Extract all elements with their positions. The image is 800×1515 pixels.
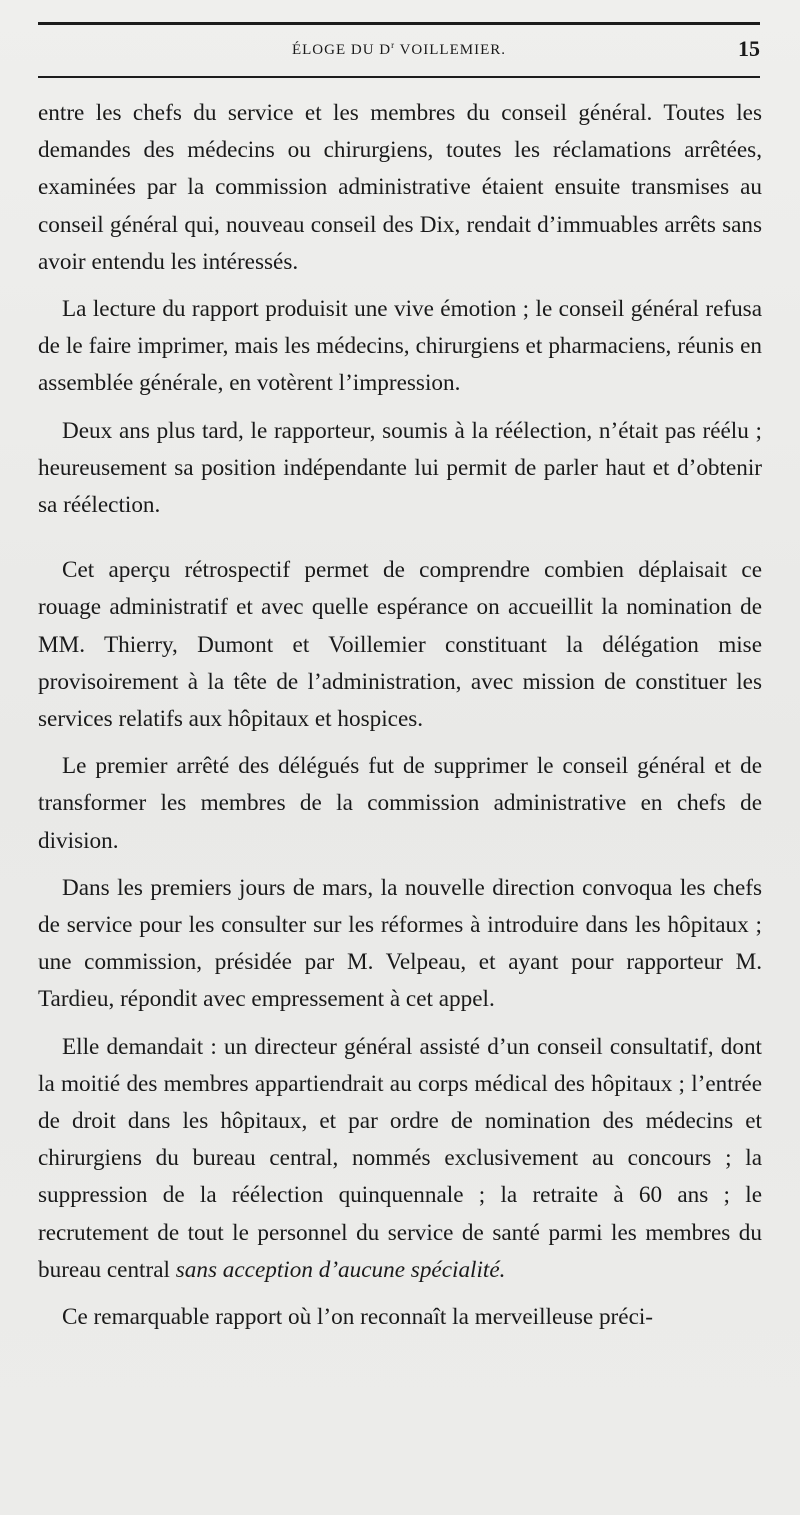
running-head-title-prefix: ÉLOGE DU D xyxy=(291,42,392,58)
paragraph-elle-demandait-italic: sans acception d’aucune spécialité. xyxy=(175,1256,506,1283)
running-head-title-superscript: r xyxy=(391,40,396,50)
paragraph-premier-arrete: Le premier arrêté des délégués fut de supprimer le conseil général et de transformer les membres de la commission administrative en chefs de division. xyxy=(38,753,762,854)
paragraph-continuation: entre les chefs du service et les membres du conseil général. Toutes les demandes des médecins ou chirurgiens, toutes les réclamations arrêtées, examinées par la commission administrative étaient ensuite transmises au conseil général qui, nouveau conseil des Dix, rendait d’immuables arrêts sans avoir entendu les intéressés. xyxy=(38,100,762,275)
running-head xyxy=(38,36,760,66)
running-head-title xyxy=(38,40,760,59)
paragraph-elle-demandait-text: Elle demandait : un directeur général assisté d’un conseil consultatif, dont la moitié des membres appartiendrait au corps médical des hôpitaux ; l’entrée de droit dans les hôpitaux, et par ordre de nomination des médecins et chirurgiens du bureau central, nommés exclusivement au concours ; la suppression de la réélection quinquennale ; la retraite à 60 ans ; le recrutement de tout le personnel du service de santé parmi les membres du bureau central xyxy=(38,1033,762,1283)
header-rule-top xyxy=(38,22,760,25)
page-number: 15 xyxy=(738,36,760,61)
paragraph-premiers-jours: Dans les premiers jours de mars, la nouvelle direction convoqua les chefs de service pour les consulter sur les réformes à introduire dans les hôpitaux ; une commission, présidée par M. Velpeau, et ayant pour rapporteur M. Tardieu, répondit avec empressement à cet appel. xyxy=(38,874,762,1013)
paragraph-apercu: Cet aperçu rétrospectif permet de comprendre combien déplaisait ce rouage administratif et avec quelle espérance on accueillit la nomination de MM. Thierry, Dumont et Voillemier constituant la délégation mise provisoirement à la tête de l’administration, avec mission de constituer les services relatifs aux hôpitaux et hospices. xyxy=(38,557,762,733)
running-head-title-suffix: VOILLEMIER. xyxy=(395,42,507,58)
header-rule-bottom xyxy=(38,76,760,78)
body-text xyxy=(38,95,762,1336)
paragraph-deux-ans: Deux ans plus tard, le rapporteur, soumis à la réélection, n’était pas réélu ; heureusement sa position indépendante lui permit de parler haut et d’obtenir sa réélection. xyxy=(38,417,762,519)
paragraph-remarquable: Ce remarquable rapport où l’on reconnaît la merveilleuse préci- xyxy=(62,1304,654,1331)
paragraph-elle-demandait xyxy=(38,1029,762,1289)
paragraph-lecture-rapport: La lecture du rapport produisit une vive émotion ; le conseil général refusa de le faire imprimer, mais les médecins, chirurgiens et pharmaciens, réunis en assemblée générale, en votèrent l’impression. xyxy=(38,296,762,397)
